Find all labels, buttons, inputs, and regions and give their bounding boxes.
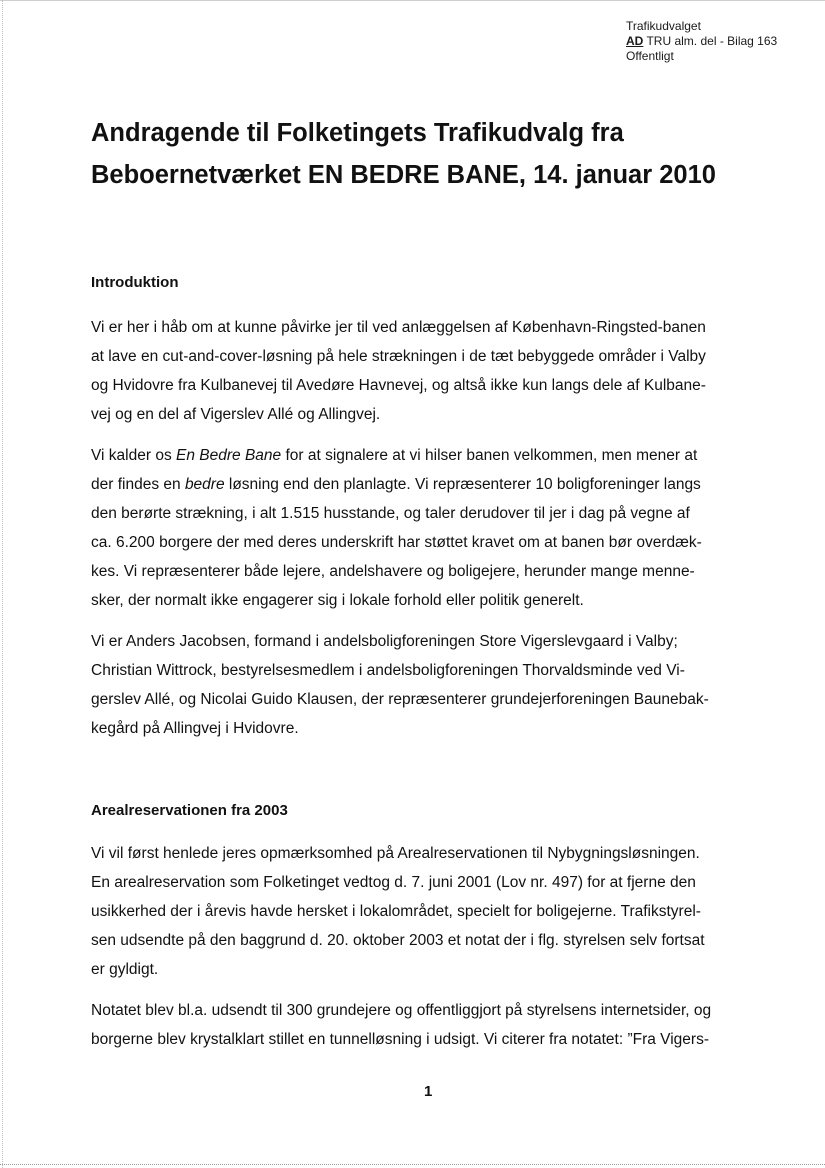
emphasis-word: bedre <box>184 476 225 493</box>
paragraph-line: og Hvidovre fra Kulbanevej til Avedøre Havnevej, og altså ikke kun langs dele af Kulbane- <box>91 377 706 394</box>
paragraph-line: gerslev Allé, og Nicolai Guido Klausen, der repræsenterer grundejerforeningen Baunebak- <box>91 691 709 708</box>
title-line-2: Beboernetværket EN BEDRE BANE, 14. januar 2010 <box>91 161 716 189</box>
paragraph-en-bedre-bane <box>91 441 771 615</box>
paragraph-line: kes. Vi repræsenterer både lejere, andelshavere og boligejere, herunder mange menne- <box>91 563 695 580</box>
emphasis-name: En Bedre Bane <box>176 447 282 464</box>
paragraph-line: kegård på Allingvej i Hvidovre. <box>91 720 299 737</box>
paragraph-line: den berørte strækning, i alt 1.515 husstande, og taler derudover til jer i dag på vegne af <box>91 505 690 522</box>
stamp-reference <box>626 34 777 49</box>
text-run: Vi kalder os <box>91 447 177 464</box>
paragraph-line: usikkerhed der i årevis havde hersket i lokalområdet, specielt for boligejerne. Trafikstyrel- <box>91 903 701 920</box>
paragraph-line: vej og en del af Vigerslev Allé og Allingvej. <box>91 406 381 423</box>
filing-stamp <box>626 19 777 64</box>
text-run: løsning end den planlagte. Vi repræsenterer 10 boligforeninger langs <box>224 476 701 493</box>
text-run: der findes en <box>91 476 185 493</box>
paragraph-line: En arealreservation som Folketinget vedtog d. 7. juni 2001 (Lov nr. 497) for at fjerne den <box>91 874 696 891</box>
paragraph-line: at lave en cut-and-cover-løsning på hele strækningen i de tæt bebyggede områder i Valby <box>91 348 706 365</box>
paragraph-line <box>91 470 771 499</box>
paragraph-notatet <box>91 996 771 1054</box>
paragraph-line: er gyldigt. <box>91 961 159 978</box>
paragraph-representatives <box>91 627 771 743</box>
text-run: for at signalere at vi hilser banen velkommen, men mener at <box>281 447 698 464</box>
stamp-reference-text: TRU alm. del - Bilag 163 <box>646 34 778 48</box>
stamp-ad-link: AD <box>626 34 644 48</box>
page-number: 1 <box>424 1083 433 1100</box>
paragraph-line: Vi er her i håb om at kunne påvirke jer til ved anlæggelsen af København-Ringsted-banen <box>91 319 706 336</box>
title-line-1: Andragende til Folketingets Trafikudvalg fra <box>91 119 624 147</box>
section-heading-arealreservation: Arealreservationen fra 2003 <box>91 802 288 819</box>
section-heading-introduction: Introduktion <box>91 274 179 291</box>
stamp-status: Offentligt <box>626 49 674 63</box>
paragraph-line: Vi vil først henlede jeres opmærksomhed på Arealreservationen til Nybygningsløsningen. <box>91 845 700 862</box>
scan-edge-left <box>2 0 4 1168</box>
paragraph-line: Notatet blev bl.a. udsendt til 300 grundejere og offentliggjort på styrelsens internetsider, og <box>91 1002 712 1019</box>
document-title <box>91 112 791 196</box>
paragraph-intro <box>91 313 771 429</box>
paragraph-line <box>91 441 771 470</box>
paragraph-arealreservation <box>91 839 771 984</box>
paragraph-line: sker, der normalt ikke engagerer sig i lokale forhold eller politik generelt. <box>91 592 584 609</box>
paragraph-line: sen udsendte på den baggrund d. 20. oktober 2003 et notat der i flg. styrelsen selv fortsat <box>91 932 705 949</box>
paragraph-line: Christian Wittrock, bestyrelsesmedlem i andelsboligforeningen Thorvaldsminde ved Vi- <box>91 662 685 679</box>
paragraph-line: ca. 6.200 borgere der med deres underskrift har støttet kravet om at banen bør overdæk- <box>91 534 702 551</box>
paragraph-line: borgerne blev krystalklart stillet en tunnelløsning i udsigt. Vi citerer fra notatet: ”Fra Vigers- <box>91 1031 709 1048</box>
scan-edge-bottom <box>0 1164 825 1166</box>
stamp-committee: Trafikudvalget <box>626 19 701 33</box>
paragraph-line: Vi er Anders Jacobsen, formand i andelsboligforeningen Store Vigerslevgaard i Valby; <box>91 633 678 650</box>
scan-edge-top <box>0 0 825 1</box>
